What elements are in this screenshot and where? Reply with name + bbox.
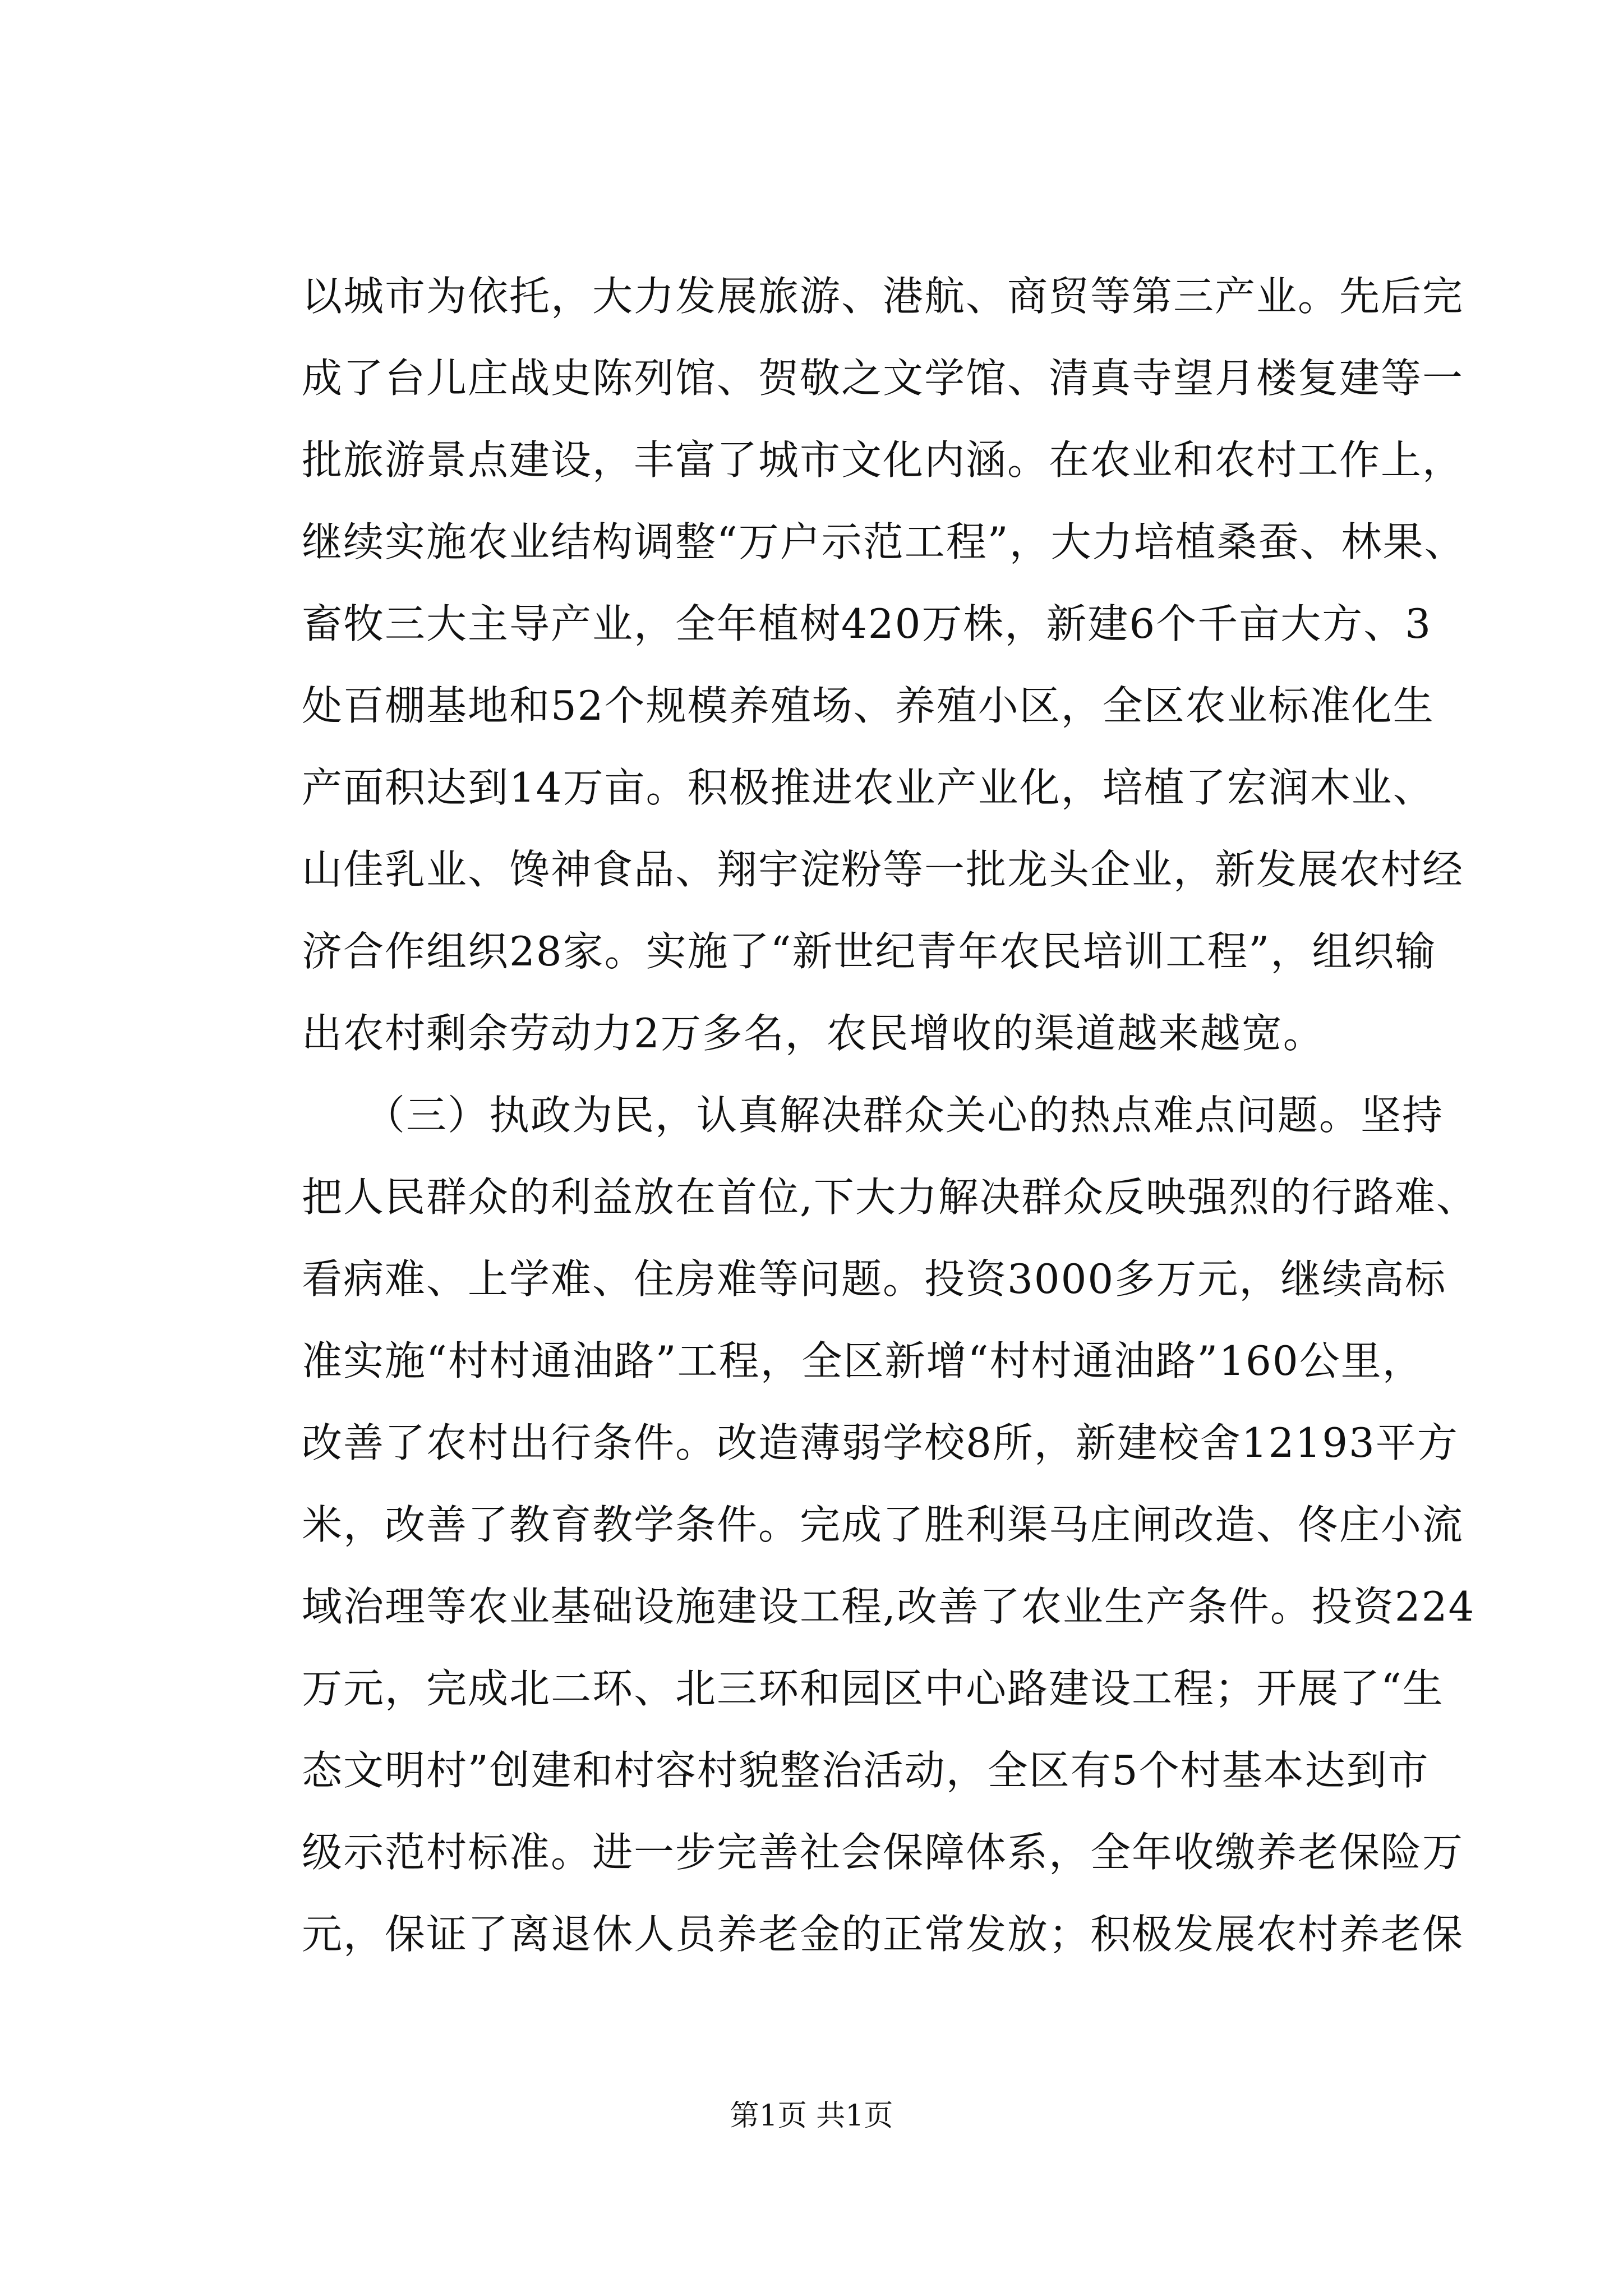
body-text (302, 255, 1478, 1975)
text-line: 级示范村标准。进一步完善社会保障体系，全年收缴养老保险万 (302, 1829, 1464, 1876)
text-line: 成了台儿庄战史陈列馆、贺敬之文学馆、清真寺望月楼复建等一 (302, 355, 1464, 402)
text-line: 态文明村”创建和村容村貌整治活动，全区有5个村基本达到市 (302, 1747, 1430, 1794)
text-line: 济合作组织28家。实施了“新世纪青年农民培训工程”，组织输 (302, 928, 1437, 975)
text-line: 准实施“村村通油路”工程，全区新增“村村通油路”160公里， (302, 1337, 1424, 1384)
text-line: 万元，完成北二环、北三环和园区中心路建设工程；开展了“生 (302, 1665, 1444, 1712)
text-line: 处百棚基地和52个规模养殖场、养殖小区，全区农业标准化生 (302, 682, 1435, 729)
text-line: 畜牧三大主导产业，全年植树420万株，新建6个千亩大方、3 (302, 600, 1432, 647)
text-line: 继续实施农业结构调整“万户示范工程”，大力培植桑蚕、林果、 (302, 518, 1466, 565)
text-line: 看病难、上学难、住房难等问题。投资3000多万元，继续高标 (302, 1255, 1447, 1303)
text-line: 改善了农村出行条件。改造薄弱学校8所，新建校舍12193平方 (302, 1419, 1459, 1466)
section-heading-line: （三）执政为民，认真解决群众关心的热点难点问题。坚持 (302, 1092, 1444, 1139)
text-line: 米，改善了教育教学条件。完成了胜利渠马庄闸改造、佟庄小流 (302, 1501, 1464, 1548)
text-line: 出农村剩余劳动力2万多名，农民增收的渠道越来越宽。 (302, 1010, 1325, 1057)
text-line: 批旅游景点建设，丰富了城市文化内涵。在农业和农村工作上， (302, 436, 1464, 484)
text-line: 域治理等农业基础设施建设工程,改善了农业生产条件。投资224 (302, 1583, 1476, 1630)
text-line: 以城市为依托，大力发展旅游、港航、商贸等第三产业。先后完 (302, 273, 1464, 320)
text-line: 把人民群众的利益放在首位,下大力解决群众反映强烈的行路难、 (302, 1174, 1478, 1221)
text-line: 产面积达到14万亩。积极推进农业产业化，培植了宏润木业、 (302, 764, 1435, 811)
text-line: 山佳乳业、馋神食品、翔宇淀粉等一批龙头企业，新发展农村经 (302, 846, 1464, 893)
text-line: 元，保证了离退休人员养老金的正常发放；积极发展农村养老保 (302, 1911, 1464, 1958)
page-number-footer: 第1页 共1页 (730, 2099, 893, 2133)
